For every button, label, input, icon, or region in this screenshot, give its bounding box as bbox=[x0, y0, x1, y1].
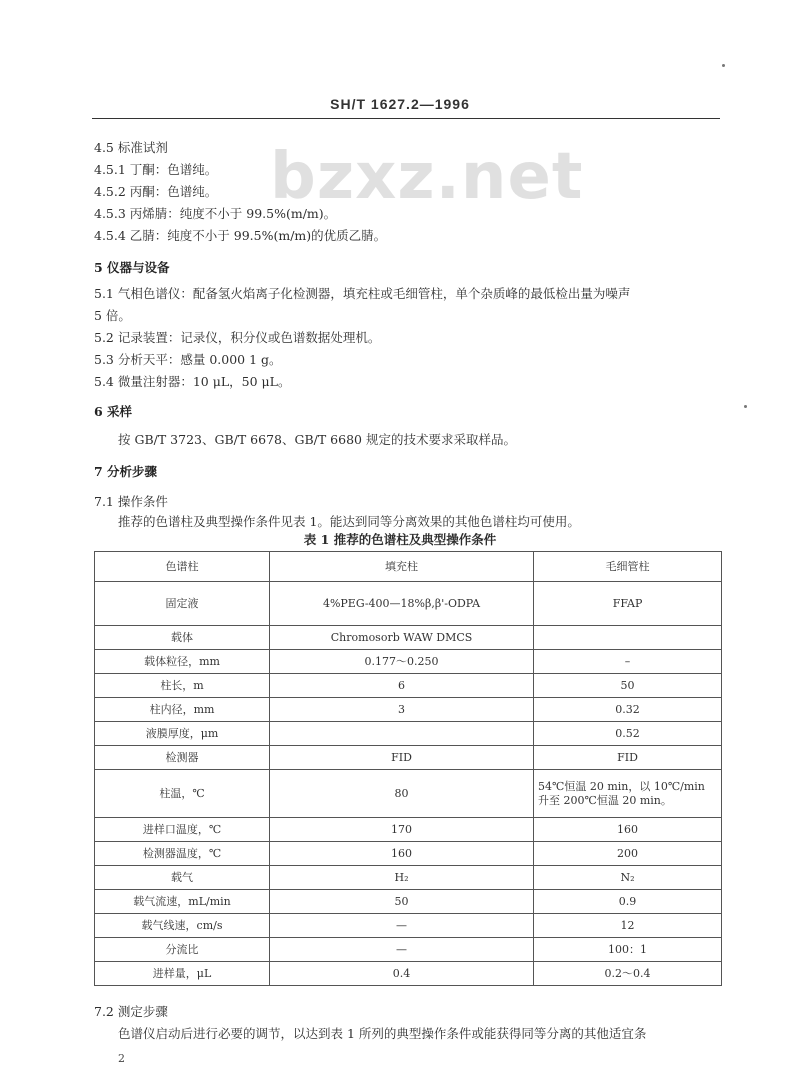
capillary-value: 0.2～0.4 bbox=[534, 962, 722, 986]
section-6-text: 按 GB/T 3723、GB/T 6678、GB/T 6680 规定的技术要求采取样品。 bbox=[118, 432, 516, 447]
scan-speck bbox=[722, 64, 725, 67]
row-label: 检测器温度，℃ bbox=[95, 842, 270, 866]
table-row bbox=[95, 698, 722, 722]
row-label: 进样量，μL bbox=[95, 962, 270, 986]
row-label: 固定液 bbox=[95, 582, 270, 626]
document-header: SH/T 1627.2—1996 bbox=[330, 96, 470, 112]
section-4-5-3: 4.5.3 丙烯腈：纯度不小于 99.5%(m/m)。 bbox=[94, 206, 337, 221]
packed-value: Chromosorb WAW DMCS bbox=[270, 626, 534, 650]
packed-value: — bbox=[270, 914, 534, 938]
section-5-1-line1: 5.1 气相色谱仪：配备氢火焰离子化检测器，填充柱或毛细管柱，单个杂质峰的最低检出量为噪声 bbox=[94, 286, 631, 301]
table-row bbox=[95, 650, 722, 674]
table-row bbox=[95, 674, 722, 698]
table-row bbox=[95, 866, 722, 890]
section-4-5-4: 4.5.4 乙腈：纯度不小于 99.5%(m/m)的优质乙腈。 bbox=[94, 228, 387, 243]
section-7-1: 7.1 操作条件 bbox=[94, 494, 168, 509]
header-rule bbox=[92, 118, 720, 119]
capillary-value: 12 bbox=[534, 914, 722, 938]
capillary-value: FFAP bbox=[534, 582, 722, 626]
operating-conditions-table bbox=[94, 551, 722, 986]
packed-value: 3 bbox=[270, 698, 534, 722]
capillary-value: – bbox=[534, 650, 722, 674]
capillary-value: 160 bbox=[534, 818, 722, 842]
table-row bbox=[95, 818, 722, 842]
capillary-value: 50 bbox=[534, 674, 722, 698]
scan-speck bbox=[744, 405, 747, 408]
packed-value: 0.4 bbox=[270, 962, 534, 986]
table-header-row bbox=[95, 552, 722, 582]
section-5-heading: 5 仪器与设备 bbox=[94, 260, 170, 275]
section-5-2: 5.2 记录装置：记录仪，积分仪或色谱数据处理机。 bbox=[94, 330, 381, 345]
table-row bbox=[95, 746, 722, 770]
table-row bbox=[95, 962, 722, 986]
row-label: 载体粒径，mm bbox=[95, 650, 270, 674]
packed-value: 80 bbox=[270, 770, 534, 818]
packed-value bbox=[270, 722, 534, 746]
capillary-value: 200 bbox=[534, 842, 722, 866]
section-7-heading: 7 分析步骤 bbox=[94, 464, 158, 479]
row-label: 载气流速，mL/min bbox=[95, 890, 270, 914]
row-label: 分流比 bbox=[95, 938, 270, 962]
capillary-value bbox=[534, 626, 722, 650]
capillary-value: N₂ bbox=[534, 866, 722, 890]
table-row bbox=[95, 722, 722, 746]
watermark: bzxz.net bbox=[270, 140, 584, 214]
table-row bbox=[95, 914, 722, 938]
section-7-2-text: 色谱仪启动后进行必要的调节，以达到表 1 所列的典型操作条件或能获得同等分离的其他适宜条 bbox=[118, 1026, 647, 1041]
packed-value: 50 bbox=[270, 890, 534, 914]
packed-value: — bbox=[270, 938, 534, 962]
table-row bbox=[95, 938, 722, 962]
packed-value: 0.177～0.250 bbox=[270, 650, 534, 674]
table-row bbox=[95, 890, 722, 914]
header-cell-packed: 填充柱 bbox=[270, 552, 534, 582]
section-4-5-1: 4.5.1 丁酮：色谱纯。 bbox=[94, 162, 218, 177]
packed-value: 4%PEG-400—18%β,β'-ODPA bbox=[270, 582, 534, 626]
table-row bbox=[95, 842, 722, 866]
capillary-value: 0.32 bbox=[534, 698, 722, 722]
capillary-value: 100：1 bbox=[534, 938, 722, 962]
capillary-value: 54℃恒温 20 min，以 10℃/min 升至 200℃恒温 20 min。 bbox=[534, 770, 722, 818]
row-label: 载气 bbox=[95, 866, 270, 890]
row-label: 检测器 bbox=[95, 746, 270, 770]
packed-value: 160 bbox=[270, 842, 534, 866]
capillary-value: 0.9 bbox=[534, 890, 722, 914]
capillary-value: FID bbox=[534, 746, 722, 770]
section-4-5: 4.5 标准试剂 bbox=[94, 140, 168, 155]
section-7-1-text: 推荐的色谱柱及典型操作条件见表 1。能达到同等分离效果的其他色谱柱均可使用。 bbox=[118, 514, 580, 529]
header-cell-capillary: 毛细管柱 bbox=[534, 552, 722, 582]
section-5-1-line2: 5 倍。 bbox=[94, 308, 131, 323]
table-row bbox=[95, 626, 722, 650]
packed-value: H₂ bbox=[270, 866, 534, 890]
page-number: 2 bbox=[118, 1052, 125, 1065]
row-label: 柱内径，mm bbox=[95, 698, 270, 722]
section-6-heading: 6 采样 bbox=[94, 404, 133, 419]
section-5-4: 5.4 微量注射器：10 μL，50 μL。 bbox=[94, 374, 291, 389]
header-cell-column: 色谱柱 bbox=[95, 552, 270, 582]
packed-value: 170 bbox=[270, 818, 534, 842]
row-label: 载体 bbox=[95, 626, 270, 650]
packed-value: 6 bbox=[270, 674, 534, 698]
row-label: 进样口温度，℃ bbox=[95, 818, 270, 842]
row-label: 载气线速，cm/s bbox=[95, 914, 270, 938]
capillary-value: 0.52 bbox=[534, 722, 722, 746]
row-label: 柱长，m bbox=[95, 674, 270, 698]
packed-value: FID bbox=[270, 746, 534, 770]
section-4-5-2: 4.5.2 丙酮：色谱纯。 bbox=[94, 184, 218, 199]
section-7-2: 7.2 测定步骤 bbox=[94, 1004, 168, 1019]
section-5-3: 5.3 分析天平：感量 0.000 1 g。 bbox=[94, 352, 282, 367]
table-row bbox=[95, 582, 722, 626]
table-row bbox=[95, 770, 722, 818]
row-label: 柱温，℃ bbox=[95, 770, 270, 818]
row-label: 液膜厚度，μm bbox=[95, 722, 270, 746]
table-caption: 表 1 推荐的色谱柱及典型操作条件 bbox=[303, 532, 497, 547]
